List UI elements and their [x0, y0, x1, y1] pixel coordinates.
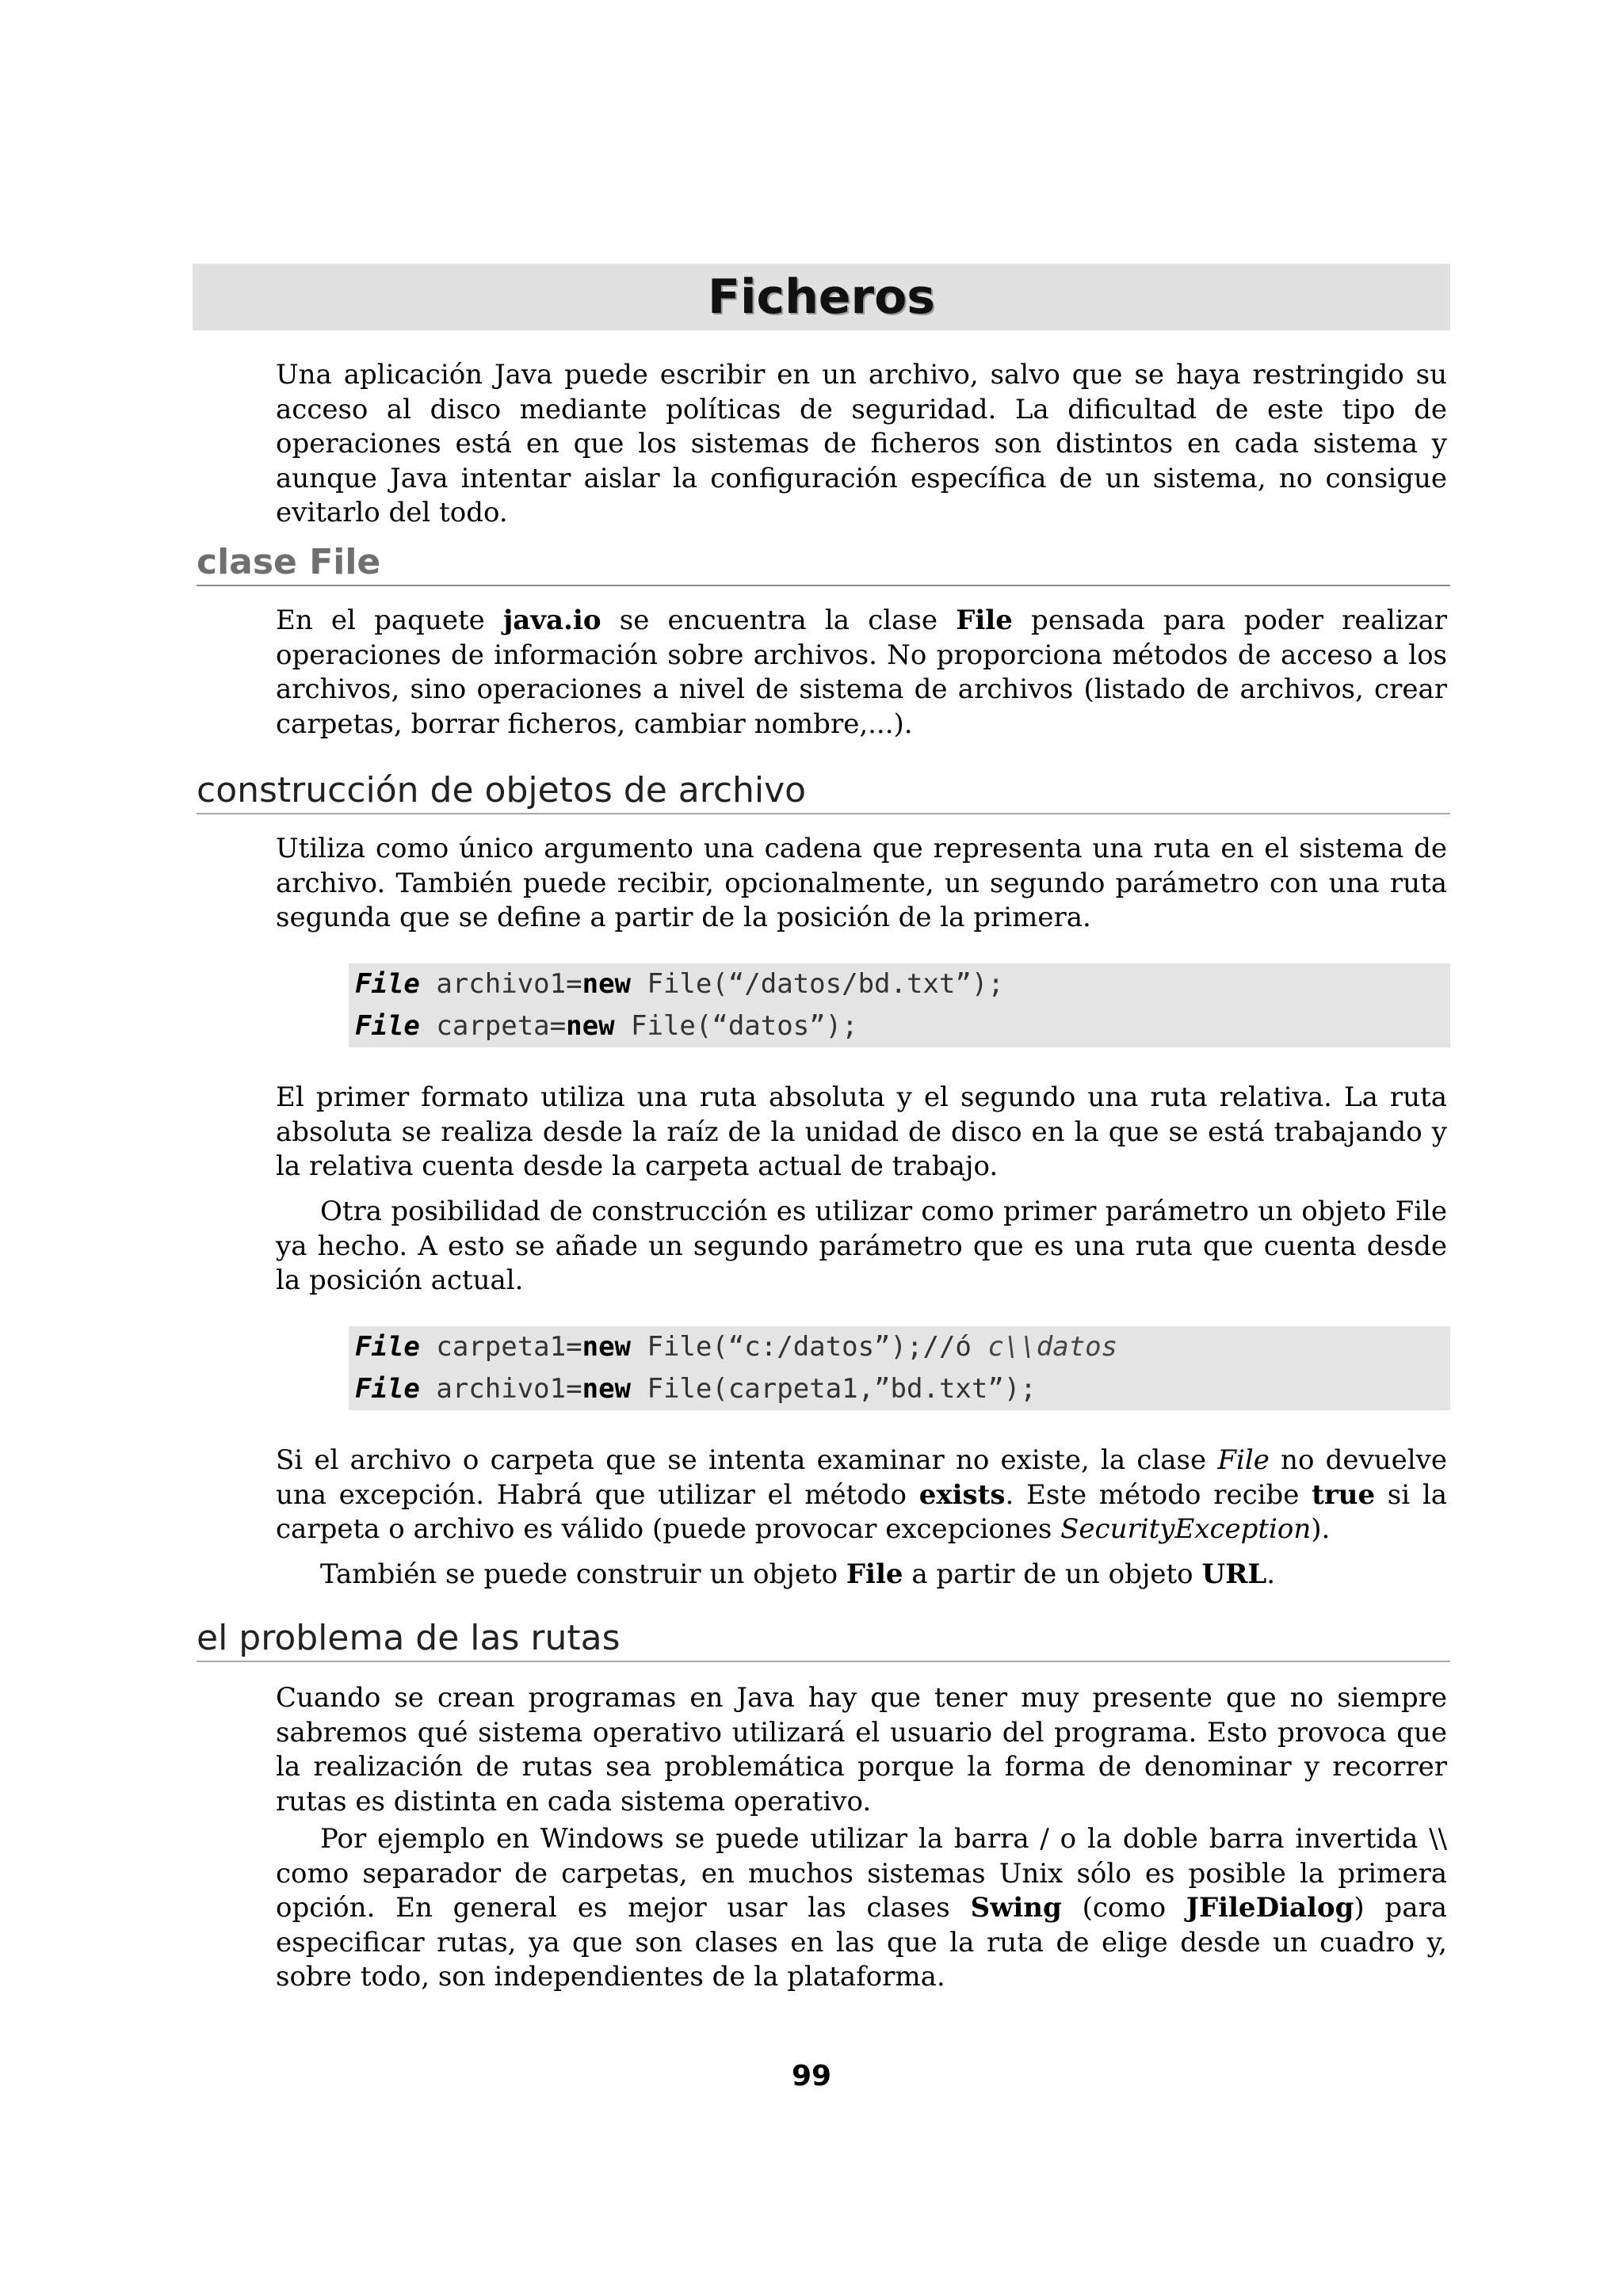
intro-paragraph: Una aplicación Java puede escribir en un archivo, salvo que se haya restringido su acceso al disco mediante políticas de seguridad. La dificultad de este tipo de operaciones está en que los sistemas de ficheros son distintos en cada sistema y aunque Java intentar aislar la configuración específica de un sistema, no consigue evitarlo del todo.: [276, 359, 1447, 528]
page-title: Ficheros: [707, 269, 936, 325]
rutas-paragraph-2: Por ejemplo en Windows se puede utilizar la barra / o la doble barra invertida \\ como separador de carpetas, en muchos sistemas Unix sólo es posible la primera opción. En general es mejor usar las clases Swing (como JFileDialog) para especificar rutas, ya que son clases en las que la ruta de elige desde un cuadro y, sobre todo, son independientes de la plataforma.: [276, 1823, 1447, 1993]
construccion-paragraph-4: Si el archivo o carpeta que se intenta examinar no existe, la clase File no devuelve una excepción. Habrá que utilizar el método exists. Este método recibe true si la carpeta o archivo es válido (puede provocar excepciones SecurityException).: [276, 1444, 1447, 1545]
section-heading-rutas: el problema de las rutas: [197, 1618, 1450, 1662]
section-heading-construccion: construcción de objetos de archivo: [197, 770, 1450, 814]
rutas-paragraph-1: Cuando se crean programas en Java hay que tener muy presente que no siempre sabremos qué sistema operativo utilizará el usuario del programa. Esto provoca que la realización de rutas sea problemática porque la forma de denominar y recorrer rutas es distinta en cada sistema operativo.: [276, 1682, 1447, 1817]
construccion-paragraph-2: El primer formato utiliza una ruta absoluta y el segundo una ruta relativa. La ruta absoluta se realiza desde la raíz de la unidad de disco en la que se está trabajando y la relativa cuenta desde la carpeta actual de trabajo.: [276, 1081, 1447, 1182]
construccion-paragraph-5: También se puede construir un objeto File a partir de un objeto URL.: [320, 1558, 1276, 1590]
code-line: File archivo1=new File(“/datos/bd.txt”);: [355, 968, 1004, 1000]
code-line: File carpeta1=new File(“c:/datos”);//ó c\\datos: [355, 1331, 1118, 1363]
code-block-2: [349, 1326, 1450, 1410]
construccion-paragraph-1: Utiliza como único argumento una cadena que representa una ruta en el sistema de archivo. También puede recibir, opcionalmente, un segundo parámetro con una ruta segunda que se define a partir de la posición de la primera.: [276, 833, 1447, 933]
package-name: java.io: [502, 605, 601, 636]
construccion-paragraph-3: Otra posibilidad de construcción es utilizar como primer parámetro un objeto File ya hecho. A esto se añade un segundo parámetro que es una ruta que cuenta desde la posición actual.: [276, 1196, 1447, 1296]
title-bar: [193, 264, 1450, 330]
code-comment: c\\datos: [987, 1331, 1118, 1363]
code-line: File carpeta=new File(“datos”);: [355, 1010, 858, 1042]
page-number: 99: [791, 2060, 832, 2092]
clase-file-paragraph: En el paquete java.io se encuentra la clase File pensada para poder realizar operaciones de información sobre archivos. No proporciona métodos de acceso a los archivos, sino operaciones a nivel de sistema de archivos (listado de archivos, crear carpetas, borrar ficheros, cambiar nombre,...).: [276, 605, 1447, 740]
code-line: File archivo1=new File(carpeta1,”bd.txt”);: [355, 1373, 1037, 1405]
section-heading-clase-file: clase File: [197, 542, 1450, 586]
code-block-1: [349, 963, 1450, 1047]
class-name: File: [956, 605, 1013, 636]
